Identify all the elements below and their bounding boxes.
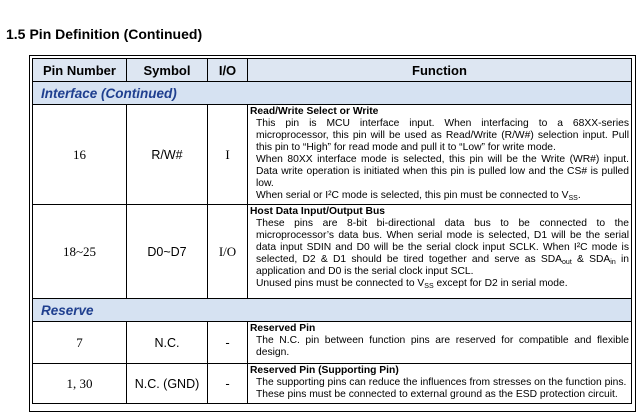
pin-cell: 1, 30 <box>33 364 127 404</box>
pin-cell: 16 <box>33 105 127 205</box>
function-title: Reserved Pin <box>250 323 316 334</box>
symbol-cell: N.C. (GND) <box>127 364 208 404</box>
function-text: Unused pins must be connected to V <box>256 278 425 289</box>
group-label-interface: Interface (Continued) <box>33 82 632 105</box>
io-cell: - <box>208 322 248 364</box>
function-line <box>250 218 629 278</box>
io-cell: I/O <box>208 205 248 299</box>
header-symbol: Symbol <box>127 59 208 82</box>
function-line <box>250 278 629 290</box>
section-number: 1.5 <box>6 26 26 42</box>
function-text: except for D2 in serial mode. <box>433 278 568 289</box>
table-row <box>33 322 632 364</box>
subscript: SS <box>424 283 434 290</box>
function-text: in application and D0 is the serial clock input SCL. <box>256 254 629 277</box>
group-row-interface <box>33 82 632 105</box>
subscript: in <box>610 259 616 266</box>
io-cell: - <box>208 364 248 404</box>
pin-cell: 7 <box>33 322 127 364</box>
function-text: When serial or I²C mode is selected, this pin must be connected to V <box>256 190 569 201</box>
function-line: When serial or I²C mode is selected, this pin must be connected to $V_{SS}$. <box>256 190 581 202</box>
function-text: These pins are 8-bit bi-directional data bus to be connected to the microprocessor’s data bus. When serial mode is selected, D1 will be the serial data input SDIN and D0 will be the serial clock input SCLK. When I²C mode is selected, D2 & D1 should be tired together and serve as SDA <box>256 218 629 265</box>
section-title: Pin Definition (Continued) <box>29 26 203 42</box>
section-heading <box>6 26 206 42</box>
symbol-cell: D0~D7 <box>127 205 208 299</box>
io-cell: I <box>208 105 248 205</box>
pin-cell: 18~25 <box>33 205 127 299</box>
function-title: Host Data Input/Output Bus <box>250 206 385 217</box>
function-line: These pins must be connected to external ground as the ESD protection circuit. <box>256 389 618 400</box>
function-line: The supporting pins can reduce the influences from stresses on the function pins. <box>256 377 627 388</box>
pin-definition-table <box>32 58 632 404</box>
function-title: Reserved Pin (Supporting Pin) <box>250 365 399 376</box>
table-row <box>33 205 632 299</box>
function-title: Read/Write Select or Write <box>250 106 379 117</box>
function-cell <box>248 322 632 364</box>
subscript: out <box>562 259 572 266</box>
function-line: This pin is MCU interface input. When interfacing to a 68XX-series microprocessor, this pin will be used as Read/Write (R/W#) selection input. Pull this pin to “High” for read mode and pull it to “Low” for write mode. <box>256 118 629 153</box>
header-io: I/O <box>208 59 248 82</box>
function-cell <box>248 364 632 404</box>
symbol-cell: R/W# <box>127 105 208 205</box>
table-row <box>33 364 632 404</box>
function-cell <box>248 105 632 205</box>
subscript: SS <box>568 195 578 202</box>
symbol-cell: N.C. <box>127 322 208 364</box>
function-text: & SDA <box>571 254 611 265</box>
header-pin-number: Pin Number <box>33 59 127 82</box>
group-label-reserve: Reserve <box>33 299 632 322</box>
header-row <box>33 59 632 82</box>
function-line: When 80XX interface mode is selected, this pin will be the Write (WR#) input. Data write operation is initiated when this pin is pulled low and the CS# is pulled low. <box>256 154 629 189</box>
table-row <box>33 105 632 205</box>
group-row-reserve <box>33 299 632 322</box>
function-cell <box>248 205 632 299</box>
function-line: The N.C. pin between function pins are reserved for compatible and flexible design. <box>256 335 629 358</box>
header-function: Function <box>248 59 632 82</box>
